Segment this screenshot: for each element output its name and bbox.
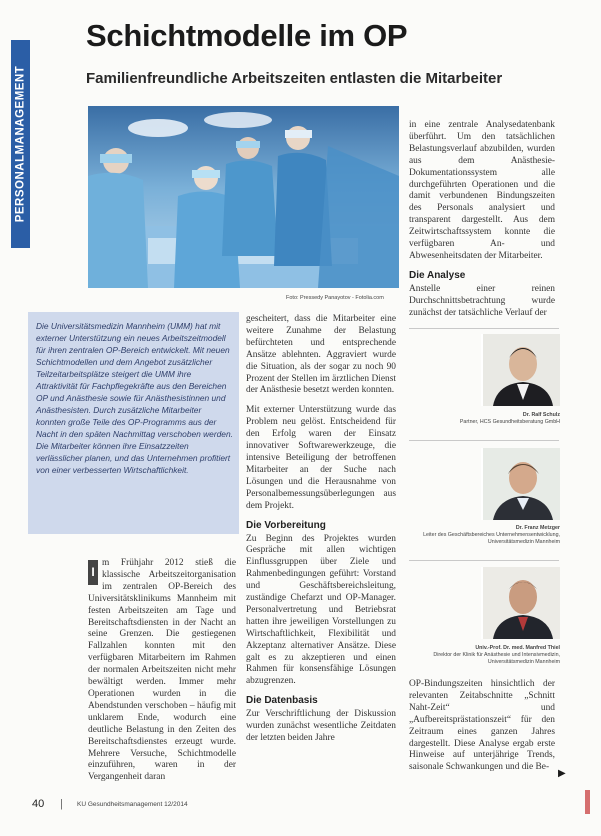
paragraph: m Frühjahr 2012 stieß die klassische Arbeitszeitorganisation im zentralen OP-Bereich des Universitätsklinikums Mannheim mit festen Arbeitszeiten am Tage und Bereitschaftsdiensten in der Nacht an seine Grenzen. Die gestiegenen Fallzahlen konnten mit den verfügbaren Mitarbeitern im Rahmen der normalen Arbeitszeiten nicht mehr bewältigt werden. Immer mehr Operationen wurden in die Abendstunden verschoben – häufig mit unklarem Ende, wodurch eine deutliche Belastung in den Zeiten des Bereitschaftsdienstes erzeugt wurde. Mehrere Versuche, Schichtmodelle einzuführen, waren in der Vergangenheit daran (88, 558, 236, 783)
divider (409, 560, 559, 561)
portrait-photo-icon (483, 567, 560, 639)
body-column-3 (409, 120, 555, 320)
drop-cap: I (88, 560, 98, 585)
divider (409, 328, 559, 329)
person-name: Dr. Ralf Schulz (522, 412, 560, 418)
portrait-caption-2 (400, 525, 560, 546)
section-heading: Die Vorbereitung (246, 519, 326, 531)
portrait-2 (481, 448, 560, 520)
paragraph: Mit externer Unterstützung wurde das Problem neu gelöst. Entscheidend für den Erfolg waren der Einsatz innovativer Softwarewerkzeuge, die intensive Beteiligung der betroffenen Mitarbeiter an der Suche nach Lösungen und die Herausnahme von Personalbemessungsüberlegungen aus dem Projekt. (246, 405, 396, 511)
paragraph: Zur Verschriftlichung der Diskussion wurden zunächst wesentliche Zeitdaten der letzten beiden Jahre (246, 709, 396, 744)
section-label: PERSONALMANAGEMENT (14, 65, 27, 223)
surgery-photo (88, 106, 399, 288)
paragraph: Zu Beginn des Projektes wurden Gespräche mit allen wichtigen Einflussgruppen über Ziele und Rahmenbedingungen geführt: Vorstand und Geschäftsbereichsleitung, zuständige Chefarzt und OP-Manager. Personalvertretung und Betriebsrat hatten ihre jeweiligen Vorstellungen zu Wirtschaftlichkeit, Flexibilität und Akzeptanz alternativer Ansätze. Diese galt es zu akzeptieren und einen Rahmen für konsensfähige Lösungen abzugrenzen. (246, 533, 396, 687)
portrait-photo-icon (483, 448, 560, 520)
person-name: Dr. Franz Metzger (515, 525, 560, 531)
person-name: Univ.-Prof. Dr. med. Manfred Thiel (475, 645, 560, 651)
paragraph: gescheitert, dass die Mitarbeiter eine weitere Zunahme der Belastung befürchteten und entsprechende Ansätze ablehnten. Aggraviert wurde die Situation, als der sogar zu noch 90 Prozent der Stellen im ärztlichen Dienst der Anästhesie besetzt werden konnten. (246, 314, 396, 396)
journal-name: KU Gesundheitsmanagement 12/2014 (77, 801, 188, 808)
portrait-caption-1 (400, 412, 560, 426)
continue-arrow-icon: ▶ (558, 768, 566, 779)
body-column-1 (88, 558, 236, 784)
paragraph: Anstelle einer reinen Durchschnittsbetrachtung wurde zunächst der tatsächliche Verlauf der (409, 283, 555, 318)
divider (409, 440, 559, 441)
body-column-2 (246, 314, 396, 745)
person-role: Leiter des Geschäftsbereiches Unternehmensentwicklung, Universitätsmedizin Mannheim (423, 532, 560, 545)
footer-separator: | (60, 798, 63, 810)
section-tab (11, 40, 30, 248)
portrait-photo-icon (483, 334, 560, 406)
article-subtitle: Familienfreundliche Arbeitszeiten entlasten die Mitarbeiter (86, 70, 503, 87)
person-role: Direktor der Klinik für Anästhesie und Intensivmedizin, Universitätsmedizin Mannheim (433, 652, 560, 665)
paragraph: in eine zentrale Analysedatenbank überführt. Um den tatsächlichen Belastungsverlauf abzubilden, wurden aus dem Anästhesie-Dokumentationssystem alle durchgeführten Operationen und die damit verbundenen Bindungszeiten des Personals analysiert und transparent dargestellt. Aus dem Zeitwirtschaftssystem konnte die verfügbaren An- und Abwesenheitsdaten der Mitarbeiter. (409, 120, 555, 261)
article-title: Schichtmodelle im OP (86, 18, 408, 53)
intro-box (28, 312, 239, 534)
edge-mark (585, 790, 590, 814)
section-heading: Die Datenbasis (246, 695, 318, 707)
intro-text: Die Universitätsmedizin Mannheim (UMM) hat mit externer Unterstützung ein neues Arbeitszeitmodell für ihren zentralen OP-Bereich entwickelt. Mit neuen Schichtmodellen und dem Angebot zusätzlicher Teilzeitarbeitsplätze steigert die UMM ihre Attraktivität für Fachpflegekräfte aus den Bereichen OP und Anästhesie sowie für Anästhesistinnen und Anästhesisten. Durch zusätzliche Mitarbeiter konnten große Teile des OP-Programms aus der Nacht in den späten Nachmittag verschoben werden. Die Mitarbeiter können ihre Einsatzzeiten verlässlicher planen, und das Unternehmen profitiert von einer verbesserten Wirtschaftlichkeit. (36, 321, 233, 475)
portrait-3 (481, 567, 560, 639)
section-heading: Die Analyse (409, 269, 466, 281)
paragraph: OP-Bindungszeiten hinsichtlich der relevanten Zeitabschnitte „Schnitt Naht-Zeit“ und „Aufbereitsprästationszeit“ für den Zeitraum eines ganzen Jahres dargestellt. Diese Analyse ergab erste Hinweise auf unterjährige Trends, saisonale Schwankungen und die Be- (409, 679, 555, 773)
page-number: 40 (32, 798, 45, 810)
body-column-3-continued (409, 679, 555, 774)
photo-credit: Foto: Pressedy Panayotov - Fotolia.com (286, 295, 384, 301)
portrait-caption-3 (400, 645, 560, 666)
person-role: Partner, HCS Gesundheitsberatung GmbH (459, 419, 560, 425)
surgery-photo-illustration (88, 106, 399, 288)
portrait-1 (481, 334, 560, 406)
